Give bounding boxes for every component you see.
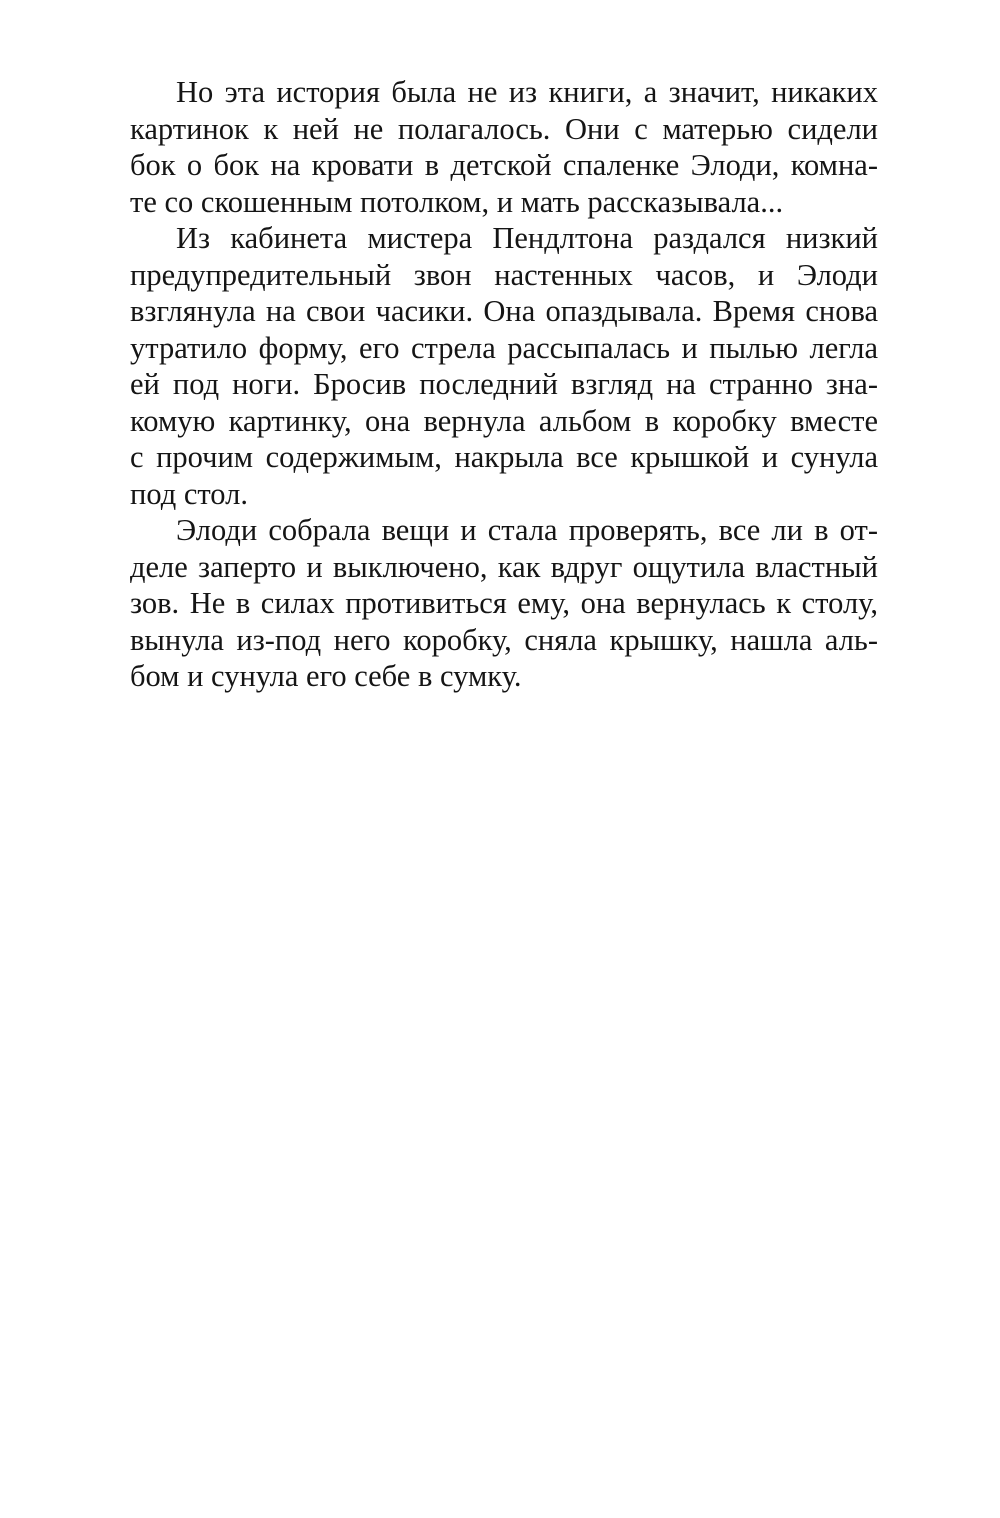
text-line: те со скошенным потолком, и мать рассказывала... bbox=[130, 184, 784, 219]
text-line: зов. Не в силах противиться ему, она вернулась к столу, bbox=[130, 586, 878, 620]
text-line: бом и сунула его себе в сумку. bbox=[130, 659, 522, 693]
text-line: Но эта история была не из книги, а значит, никаких bbox=[176, 75, 878, 109]
text-line: утратило форму, его стрела рассыпалась и пылью легла bbox=[130, 330, 878, 365]
text-line: предупредительный звон настенных часов, и Элоди bbox=[130, 257, 878, 292]
paragraph-1 bbox=[130, 74, 878, 220]
text-line: взглянула на свои часики. Она опаздывала. Время снова bbox=[130, 294, 878, 328]
text-line: Элоди собрала вещи и стала проверять, все ли в от- bbox=[176, 513, 878, 547]
text-line: вынула из-под него коробку, сняла крышку, нашла аль- bbox=[130, 622, 878, 657]
text-line: картинок к ней не полагалось. Они с матерью сидели bbox=[130, 111, 878, 146]
paragraph-2 bbox=[130, 220, 878, 512]
text-line: деле заперто и выключено, как вдруг ощутила властный bbox=[130, 549, 878, 584]
text-line: Из кабинета мистера Пендлтона раздался низкий bbox=[176, 221, 878, 255]
text-line: с прочим содержимым, накрыла все крышкой и сунула bbox=[130, 440, 878, 474]
text-line: бок о бок на кровати в детской спаленке Элоди, комна- bbox=[130, 148, 878, 182]
text-line: под стол. bbox=[130, 476, 248, 511]
text-line: комую картинку, она вернула альбом в коробку вместе bbox=[130, 403, 878, 438]
text-line: ей под ноги. Бросив последний взгляд на странно зна- bbox=[130, 367, 878, 401]
paragraph-3 bbox=[130, 512, 878, 695]
page-text bbox=[130, 74, 878, 695]
